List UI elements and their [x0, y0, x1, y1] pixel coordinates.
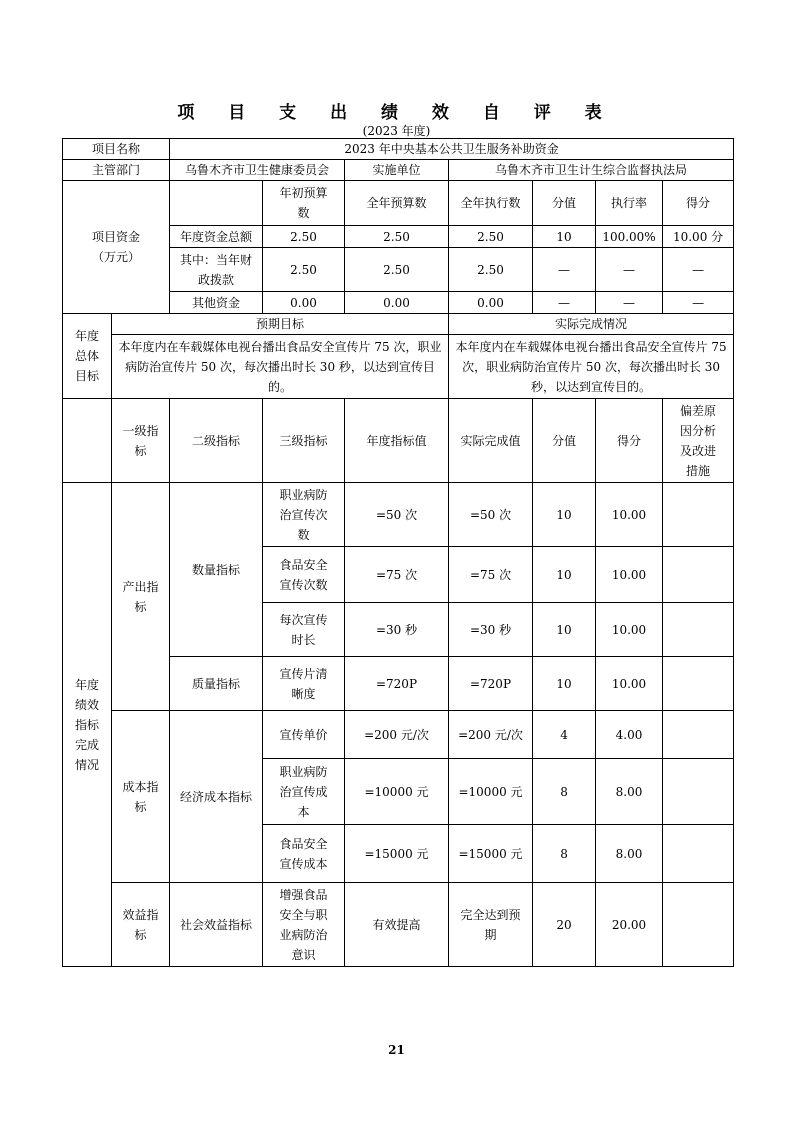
indicator-section-label: 年度 绩效 指标 完成 情况 — [63, 483, 112, 967]
project-name-row — [63, 139, 734, 160]
header-level2: 二级指标 — [170, 399, 263, 483]
indicator-actual: =15000 元 — [449, 825, 533, 883]
level2-quality: 质量指标 — [170, 657, 263, 711]
indicator-score: 10.00 — [596, 483, 663, 547]
funds-initial: 2.50 — [263, 248, 345, 292]
level2-economic: 经济成本指标 — [170, 711, 263, 883]
indicator-actual: =50 次 — [449, 483, 533, 547]
funds-label: 项目资金 （万元） — [63, 181, 170, 314]
header-actual: 实际完成值 — [449, 399, 533, 483]
indicator-score-value: 10 — [533, 603, 596, 657]
indicator-score-value: 8 — [533, 759, 596, 825]
header-target: 年度指标值 — [345, 399, 449, 483]
form-year: (2023 年度) — [362, 124, 431, 138]
indicator-score: 10.00 — [596, 657, 663, 711]
indicator-name: 增强食品 安全与职 业病防治 意识 — [263, 883, 345, 967]
funds-rate: — — [596, 292, 663, 314]
funds-executed: 0.00 — [449, 292, 533, 314]
funds-budget: 2.50 — [345, 248, 449, 292]
funds-row-label: 其他资金 — [170, 292, 263, 314]
indicator-target: =50 次 — [345, 483, 449, 547]
indicator-actual: =200 元/次 — [449, 711, 533, 759]
dept-label: 主管部门 — [63, 160, 170, 181]
indicator-score: 8.00 — [596, 759, 663, 825]
header-level1: 一级指 标 — [112, 399, 170, 483]
header-score-value: 分值 — [533, 399, 596, 483]
funds-header-row — [63, 181, 734, 226]
indicator-target: =10000 元 — [345, 759, 449, 825]
funds-score-value: 10 — [533, 226, 596, 248]
impl-label: 实施单位 — [345, 160, 449, 181]
indicator-deviation — [663, 825, 734, 883]
header-score: 得分 — [596, 399, 663, 483]
actual-goal-text: 本年度内在车载媒体电视台播出食品安全宣传片 75 次，职业病防治宣传片 50 次，每次播出时长 30 秒，以达到宣传目的。 — [449, 335, 734, 399]
funds-score-value: — — [533, 292, 596, 314]
indicator-score: 10.00 — [596, 603, 663, 657]
funds-executed: 2.50 — [449, 226, 533, 248]
funds-header-score-value: 分值 — [533, 181, 596, 226]
funds-row-label: 其中：当年财 政拨款 — [170, 248, 263, 292]
header-deviation: 偏差原 因分析 及改进 措施 — [663, 399, 734, 483]
indicator-score: 8.00 — [596, 825, 663, 883]
expected-goal-text: 本年度内在车载媒体电视台播出食品安全宣传片 75 次，职业病防治宣传片 50 次，每次播出时长 30 秒，以达到宣传目的。 — [112, 335, 449, 399]
funds-budget: 2.50 — [345, 226, 449, 248]
indicator-score: 20.00 — [596, 883, 663, 967]
project-name-label: 项目名称 — [63, 139, 170, 160]
indicator-name: 宣传单价 — [263, 711, 345, 759]
indicator-name: 食品安全 宣传成本 — [263, 825, 345, 883]
indicator-target: =720P — [345, 657, 449, 711]
indicator-score-value: 10 — [533, 483, 596, 547]
department-row — [63, 160, 734, 181]
funds-rate: — — [596, 248, 663, 292]
indicator-score-value: 4 — [533, 711, 596, 759]
project-name-value: 2023 年中央基本公共卫生服务补助资金 — [170, 139, 734, 160]
indicator-row — [63, 711, 734, 759]
indicator-deviation — [663, 711, 734, 759]
indicator-header-row — [63, 399, 734, 483]
header-level3: 三级指标 — [263, 399, 345, 483]
indicator-actual: =75 次 — [449, 547, 533, 603]
goals-label: 年度 总体 目标 — [63, 314, 112, 399]
indicator-deviation — [663, 883, 734, 967]
indicator-deviation — [663, 483, 734, 547]
indicator-actual: =30 秒 — [449, 603, 533, 657]
indicator-name: 宣传片清 晰度 — [263, 657, 345, 711]
funds-score: — — [663, 248, 734, 292]
funds-score-value: — — [533, 248, 596, 292]
indicator-score-value: 10 — [533, 657, 596, 711]
indicator-score-value: 8 — [533, 825, 596, 883]
goals-header-row — [63, 314, 734, 335]
funds-header-blank — [170, 181, 263, 226]
indicator-target: 有效提高 — [345, 883, 449, 967]
indicator-actual: =720P — [449, 657, 533, 711]
impl-value: 乌鲁木齐市卫生计生综合监督执法局 — [449, 160, 734, 181]
indicator-actual: =10000 元 — [449, 759, 533, 825]
indicator-deviation — [663, 547, 734, 603]
indicator-target: =15000 元 — [345, 825, 449, 883]
funds-header-rate: 执行率 — [596, 181, 663, 226]
dept-value: 乌鲁木齐市卫生健康委员会 — [170, 160, 345, 181]
performance-table — [62, 138, 734, 967]
indicator-deviation — [663, 759, 734, 825]
funds-row-label: 年度资金总额 — [170, 226, 263, 248]
funds-header-executed: 全年执行数 — [449, 181, 533, 226]
indicator-deviation — [663, 657, 734, 711]
funds-budget: 0.00 — [345, 292, 449, 314]
indicator-target: =75 次 — [345, 547, 449, 603]
indicator-score-value: 20 — [533, 883, 596, 967]
expected-goal-header: 预期目标 — [112, 314, 449, 335]
actual-goal-header: 实际完成情况 — [449, 314, 734, 335]
funds-score: — — [663, 292, 734, 314]
funds-rate: 100.00% — [596, 226, 663, 248]
funds-header-score: 得分 — [663, 181, 734, 226]
level1-output: 产出指 标 — [112, 483, 170, 711]
form-title: 项 目 支 出 绩 效 自 评 表 — [177, 103, 616, 123]
funds-executed: 2.50 — [449, 248, 533, 292]
indicator-header-blank — [63, 399, 112, 483]
indicator-row — [63, 483, 734, 547]
level2-quantity: 数量指标 — [170, 483, 263, 657]
indicator-name: 食品安全 宣传次数 — [263, 547, 345, 603]
indicator-score-value: 10 — [533, 547, 596, 603]
funds-initial: 0.00 — [263, 292, 345, 314]
level2-social: 社会效益指标 — [170, 883, 263, 967]
funds-initial: 2.50 — [263, 226, 345, 248]
indicator-target: =30 秒 — [345, 603, 449, 657]
level1-cost: 成本指 标 — [112, 711, 170, 883]
indicator-target: =200 元/次 — [345, 711, 449, 759]
indicator-deviation — [663, 603, 734, 657]
indicator-actual: 完全达到预 期 — [449, 883, 533, 967]
funds-header-budget: 全年预算数 — [345, 181, 449, 226]
indicator-row — [63, 883, 734, 967]
indicator-score: 4.00 — [596, 711, 663, 759]
funds-header-initial: 年初预算 数 — [263, 181, 345, 226]
funds-score: 10.00 分 — [663, 226, 734, 248]
indicator-name: 职业病防 治宣传成 本 — [263, 759, 345, 825]
indicator-name: 职业病防 治宣传次 数 — [263, 483, 345, 547]
indicator-name: 每次宣传 时长 — [263, 603, 345, 657]
page-number: 21 — [388, 1043, 405, 1057]
goals-content-row — [63, 335, 734, 399]
level1-benefit: 效益指 标 — [112, 883, 170, 967]
indicator-score: 10.00 — [596, 547, 663, 603]
